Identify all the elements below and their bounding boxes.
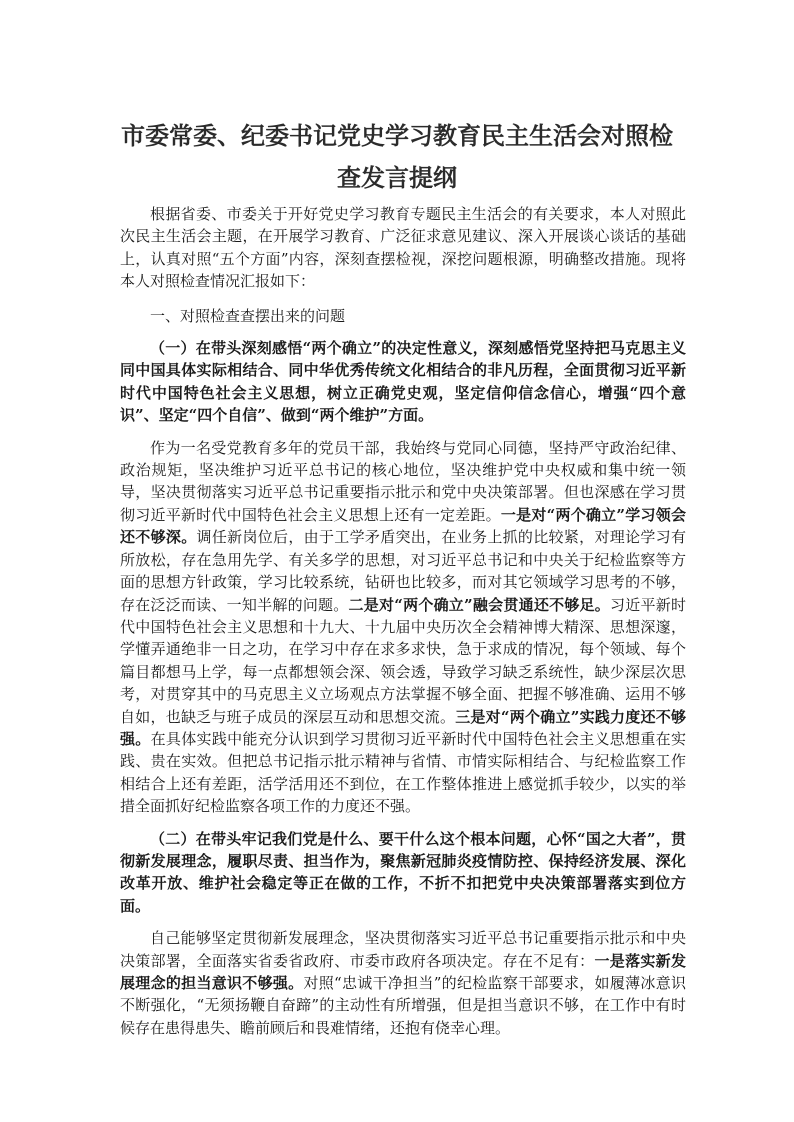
paragraph-1-point-1: 一是对“两个确立”学习领会还不够深。 [120,505,686,547]
paragraph-1-text-3: 习近平新时代中国特色社会主义思想和十九大、十九届中央历次全会精神博大精深、思想深邃，学懂弄通绝非一日之功，在学习中存在求多求快，急于求成的情况，每个领域、每个篇目都想马上学，每一点都想领会深、领会透，导致学习缺乏系统性，缺少深层次思考，对贯穿其中的马克思主义立场观点方法掌握不够全面、把握不够准确、运用不够自如，也缺乏与班子成员的深层互动和思想交流。 [120,595,686,726]
document-body [120,203,686,1039]
section-heading: 一、对照检查查摆出来的问题 [150,306,346,325]
paragraph-1 [120,437,686,818]
paragraph-1-point-2: 二是对“两个确立”融会贯通还不够足。 [348,595,611,614]
subsection-heading-2: （二）在带头牢记我们党是什么、要干什么这个根本问题，心怀“国之大者”，贯彻新发展理念，履职尽责、担当作为，聚焦新冠肺炎疫情防控、保持经济发展、深化改革开放、维护社会稳定等正在做的工作，不折不扣把党中央决策部署落实到位方面。 [120,829,686,915]
subsection-heading-1: （一）在带头深刻感悟“两个确立”的决定性意义，深刻感悟党坚持把马克思主义同中国具体实际相结合、同中华优秀传统文化相结合的非凡历程，全面贯彻习近平新时代中国特色社会主义思想，树立正确党史观，坚定信仰信念信心，增强“四个意识”、坚定“四个自信”、做到“两个维护”方面。 [120,339,686,425]
document-title-line-2: 查发言提纲 [337,164,457,192]
paragraph-1-point-3: 三是对“两个确立”实践力度还不够强。 [120,707,686,748]
paragraph-1-text-4: 在具体实践中能充分认识到学习贯彻习近平新时代中国特色社会主义思想重在实践、贵在实效。但把总书记指示批示精神与省情、市情实际相结合、与纪检监察工作相结合上还有差距，活学活用还不到位，在工作整体推进上感觉抓手较少，以实的举措全面抓好纪检监察各项工作的力度还不强。 [120,729,686,816]
paragraph-1-text-1: 作为一名受党教育多年的党员干部，我始终与党同心同德，坚持严守政治纪律、政治规矩，坚决维护习近平总书记的核心地位，坚决维护党中央权威和集中统一领导，坚决贯彻落实习近平总书记重要指示批示和党中央决策部署。但也深感在学习贯彻习近平新时代中国特色社会主义思想上还有一定差距。 [120,438,686,524]
intro-paragraph: 根据省委、市委关于开好党史学习教育专题民主生活会的有关要求，本人对照此次民主生活会主题，在开展学习教育、广泛征求意见建议、深入开展谈心谈话的基础上，认真对照“五个方面”内容，深刻查摆检视，深挖问题根源，明确整改措施。现将本人对照检查情况汇报如下： [120,205,686,291]
document-title-line-1: 市委常委、纪委书记党史学习教育民主生活会对照检 [121,122,673,150]
paragraph-2-text-2: 对照“忠诚干净担当”的纪检监察干部要求，如履薄冰意识不断强化，“无须扬鞭自奋蹄”的主动性有所增强，但是担当意识不够，在工作中有时候存在患得患失、瞻前顾后和畏难情绪，还抱有侥幸心理。 [120,974,686,1037]
paragraph-2-point-1: 一是落实新发展理念的担当意识不够强。 [120,951,686,992]
paragraph-2 [120,927,686,1039]
paragraph-1-text-2: 调任新岗位后，由于工学矛盾突出，在业务上抓的比较紧，对理论学习有所放松，存在急用先学、有关多学的思想，对习近平总书记和中央关于纪检监察等方面的思想方针政策，学习比较系统，钻研也比较多，而对其它领域学习思考的不够，存在泛泛而读、一知半解的问题。 [120,528,686,614]
paragraph-2-text-1: 自己能够坚定贯彻新发展理念，坚决贯彻落实习近平总书记重要指示批示和中央决策部署，全面落实省委省政府、市委市政府各项决定。存在不足有： [120,929,686,970]
